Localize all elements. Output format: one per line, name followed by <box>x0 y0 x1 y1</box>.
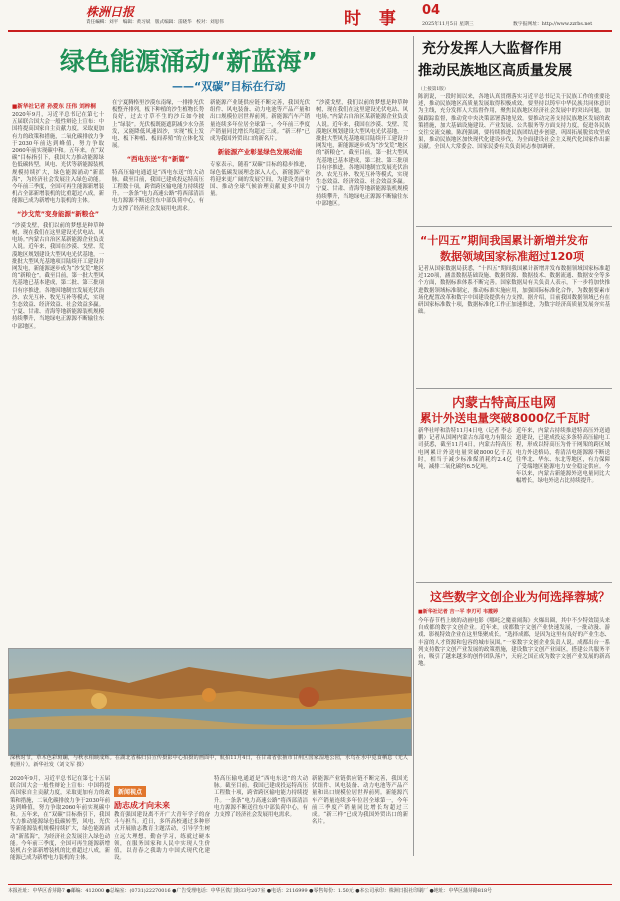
masthead-logo: 株洲日报 <box>86 5 135 19</box>
divider-digital <box>416 582 612 583</box>
bottom-title: 励志成才向未来 <box>114 801 170 810</box>
bottom-body-2: 特高压输电通道是“西电东送”的大动脉。截至目前，我国已建成投运特高压工程数十项，跨省跨区输电能力持续提升。一条条“电力高速公路”将西部清洁电力源源不断送往东中部负荷中心，有力支撑了经济社会发展用电需求。 <box>214 776 308 819</box>
digital-title: 这些数字文创企业为何选择蓉城？ <box>430 590 611 604</box>
article1-body-3: 在宁夏腾格里沙漠东南缘，一排排光伏板整齐排列，板下种植的沙生植物长势良好，过去寸草不生的沙丘如今披上“绿装”。光伏板既能遮阴减少水分蒸发，又能降低风速固沙，实现“板上发电、板下种植、板间养殖”的立体化发展。 <box>112 100 204 150</box>
article1-body-5: 新能源产业链供应链不断完善，我国光伏组件、风电装备、动力电池等产品产量和出口规模位居世界前列。新能源汽车产销量连续多年位居全球第一，今年前三季度产销量同比增长均超过三成。“新三样”已成为我国外贸出口的新名片。 <box>210 100 310 143</box>
supervision-title-1: 充分发挥人大监督作用 <box>422 41 562 57</box>
supervision-byline: （上接第1版） <box>418 87 449 92</box>
bottom-article <box>114 776 410 862</box>
photo-landscape-graphic <box>9 649 411 755</box>
stats-body: 记者从国家数据局获悉，“十四五”期间我国累计新增并发布数据领域国家标准超过120项，涵盖数据基础设施、数据资源、数据技术、数据流通、数据安全等多个方面，数据标准体系不断完善。国家数据局有关负责人表示，下一步将加快推进数据领域标准制定，推动标准实施应用，加强国际标准化合作，为数据要素市场化配置改革和数字中国建设提供有力支撑。据介绍，目前我国数据领域已有在研国家标准数十项，数据标准化工作正加速推进，为数字经济高质量发展夯实基础。 <box>418 266 610 316</box>
bottom-left-col1: 2020年9月，习近平总书记在第七十五届联合国大会一般性辩论上宣布：中国将提高国家自主贡献力度，采取更加有力的政策和措施，二氧化碳排放力争于2030年前达到峰值，努力争取2060年前实现碳中和。五年来，在“双碳”目标指引下，我国大力推动能源绿色低碳转型，风电、光伏等新能源装机规模持续扩大，绿色能源涌动“新蓝海”，为经济社会发展注入绿色动能。今年前三季度，全国可再生能源新增装机占全部新增装机的比重超过八成，新能源已成为新增电力装机的主体。 <box>10 776 110 862</box>
article1-body-1: 2020年9月，习近平总书记在第七十五届联合国大会一般性辩论上宣布：中国将提高国家自主贡献力度，采取更加有力的政策和措施，二氧化碳排放力争于2030年前达到峰值，努力争取2060年前实现碳中和。五年来，在“双碳”目标指引下，我国大力推动能源绿色低碳转型，风电、光伏等新能源装机规模持续扩大，绿色能源涌动“新蓝海”，为经济社会发展注入绿色动能。今年前三季度，全国可再生能源新增装机占全部新增装机的比重超过八成，新能源已成为新增电力装机的主体。 <box>12 112 104 205</box>
bottom-body: 教育强国建设离不开广大青年学子的奋斗与担当。近日，多所高校通过多种形式开展励志教育主题活动，引导学生树立远大理想，勤奋学习，练就过硬本领，在服务国家和人民中实现人生价值，以青春之我助力中国式现代化建设。 <box>114 812 210 862</box>
masthead <box>8 2 612 30</box>
page-number: 04 <box>422 3 441 18</box>
article1-body-6: 专家表示，随着“双碳”目标的稳步推进，绿色低碳发展理念深入人心，新能源产业将迎来更广阔的发展空间，为建设美丽中国、推动全球气候治理贡献更多中国力量。 <box>210 162 310 198</box>
digital-byline: ■新华社记者 吉一平 李刃可 韦霞婷 <box>418 609 498 615</box>
article1-col1 <box>12 112 104 740</box>
article1-title: 绿色能源涌动“新蓝海” <box>60 47 318 76</box>
website-url: 数字报网址：http://www.zzrbs.net <box>513 22 593 27</box>
section-title: 时 事 <box>344 9 402 29</box>
article1-col2 <box>112 100 204 640</box>
article1-subtitle: ——“双碳”目标在行动 <box>172 80 286 93</box>
article1-body-4: 特高压输电通道是“西电东送”的大动脉。截至目前，我国已建成投运特高压工程数十项，跨省跨区输电能力持续提升。一条条“电力高速公路”将西部清洁电力源源不断送往东中部负荷中心，有力支撑了经济社会发展用电需求。 <box>112 169 204 212</box>
article1-byline: ■新华社记者 孙爱东 汪伟 刘梓桐 <box>12 104 96 110</box>
divider-stats <box>416 226 612 227</box>
header-rule <box>8 30 612 32</box>
supervision-title-2: 推动民族地区高质量发展 <box>418 63 572 79</box>
article1-body-2: “沙漠戈壁，我们以前的梦想是种草种树，现在我们在这里建设光伏电站、风电场。”内蒙古自治区某新能源企业负责人说。近年来，我国在沙漠、戈壁、荒漠地区规划建设大型风电光伏基地，一批批大型风光基地项目陆续开工建设并网发电，新能源逐步成为“沙戈荒”地区的“新粮仓”。截至目前，第一批大型风光基地已基本建成，第二批、第三批项目有序推进。各地因地制宜发展光伏治沙、农光互补、牧光互补等模式，实现生态效益、经济效益、社会效益多赢。宁夏、甘肃、青海等地新能源装机规模持续攀升，当地绿电正源源不断输往东中部地区。 <box>12 222 104 330</box>
issue-date: 2025年11月5日 星期三 <box>422 22 474 27</box>
power-byline: 新华社呼和浩特11月4日电（记者 李志鹏）记者从国网内蒙古东部电力有限公司获悉，截至11月4日，内蒙古特高压电网累计外送电量突破8000亿千瓦时，相当于减少标准煤消耗约2.4亿吨，减排二氧化碳约6.5亿吨。 <box>418 428 512 471</box>
divider-power <box>416 388 612 389</box>
stats-title-2: 数据领域国家标准超过120项 <box>440 250 584 263</box>
power-title-1: 内蒙古特高压电网 <box>452 396 557 411</box>
masthead-staff: 責任編輯：刘平 编辑：黄习斌 版式编辑：雷晓华 校对：刘思伟 <box>86 20 224 25</box>
bottom-head-tag: 新闻视点 <box>114 786 146 797</box>
photo-caption: 深秋时节，草木色彩斑斓，与秋水相映成辉。在湖北省秭归县宣传摄影中心拍摄的画面中，航拍11月4日，在甘肃省张掖市甘州区国家湿地公园，水鸟在水中觅食栖息（无人机照片）。新华社发（刘文军 摄） <box>10 755 408 768</box>
article1-body-7: “沙漠戈壁，我们以前的梦想是种草种树，现在我们在这里建设光伏电站、风电场。”内蒙古自治区某新能源企业负责人说。近年来，我国在沙漠、戈壁、荒漠地区规划建设大型风电光伏基地，一批批大型风光基地项目陆续开工建设并网发电，新能源逐步成为“沙戈荒”地区的“新粮仓”。截至目前，第一批大型风光基地已基本建成，第二批、第三批项目有序推进。各地因地制宜发展光伏治沙、农光互补、牧光互补等模式，实现生态效益、经济效益、社会效益多赢。宁夏、甘肃、青海等地新能源装机规模持续攀升，当地绿电正源源不断输往东中部地区。 <box>316 100 408 207</box>
power-body: 近年来，内蒙古持续推进特高压外送通道建设，已建成投运多条特高压输电工程，形成以特高压为骨干网架的跨区域电力外送格局，将清洁电能源源不断送往华北、华东、东北等地区，有力保障了受端地区能源电力安全稳定供应。今年以来，内蒙古新能源外送电量同比大幅增长，绿电外送占比持续提升。 <box>516 428 610 485</box>
footer-rule <box>8 884 612 885</box>
power-title-2: 累计外送电量突破8000亿千瓦时 <box>420 411 591 425</box>
bottom-body-3: 新能源产业链供应链不断完善，我国光伏组件、风电装备、动力电池等产品产量和出口规模位居世界前列。新能源汽车产销量连续多年位居全球第一，今年前三季度产销量同比增长均超过三成。“新三样”已成为我国外贸出口的新名片。 <box>312 776 408 826</box>
news-photo <box>8 648 412 756</box>
article1-subhead-2: “西电东送”有“新篇” <box>126 155 190 164</box>
footer-info: 本报社址：中华区香芽路7 ●邮编：412000 ●总编室：(0731)22270016 ●广告受理电话：中华区铁门街33号207室 ●电话：2116999 ●零售每份：1.50元 ●本公司承印：株洲日报社印刷厂 ●地址：中华区蒲芽路818号 <box>8 888 493 894</box>
digital-body: 今年春节档上映的动画电影《哪吒之魔童闹海》火爆出圈，其中不少特效镜头来自成都的数字文创企业。近年来，成都数字文创产业快速发展，一批动漫、游戏、影视特效企业在这里集聚成长。“选择成都，是因为这里有良好的产业生态、丰富的人才资源和包容的城市氛围。”一家数字文创企业负责人说。成都出台一系列支持数字文创产业发展的政策措施，建设数字文创产业园区，搭建公共服务平台，吸引了越来越多的创作团队落户，天府之国正成为数字文创产业发展的新高地。 <box>418 618 610 668</box>
article1-col4 <box>316 100 408 640</box>
column-divider-main <box>413 36 414 856</box>
article1-subhead-3: 新能源产业彰显绿色发展动能 <box>217 148 303 157</box>
supervision-body: 陈润说，一段时间以来，各地认真贯彻落实习近平总书记关于民族工作的重要论述，推动民族地区高质量发展取得积极成效。要坚持以铸牢中华民族共同体意识为主线，充分发挥人大监督作用，聚焦民族地区经济社会发展中的突出问题，加强跟踪监督，推动党中央决策部署落地见效。要推动完善支持民族地区发展的政策措施，加大基础设施建设、产业发展、公共服务等方面支持力度，促进各民族交往交流交融。陈润强调，要持续推进民族团结进步创建，巩固拓展脱贫攻坚成果，推动民族地区加快现代化建设步伐，为全面建设社会主义现代化国家作出新贡献。全国人大常委会、国家民委有关负责同志参加调研。 <box>418 94 610 151</box>
stats-title-1: “十四五”期间我国累计新増并发布 <box>420 234 589 247</box>
article1-subhead-1: “沙戈荒”变身能源“新粮仓” <box>16 209 100 218</box>
article1-col3 <box>210 100 310 640</box>
